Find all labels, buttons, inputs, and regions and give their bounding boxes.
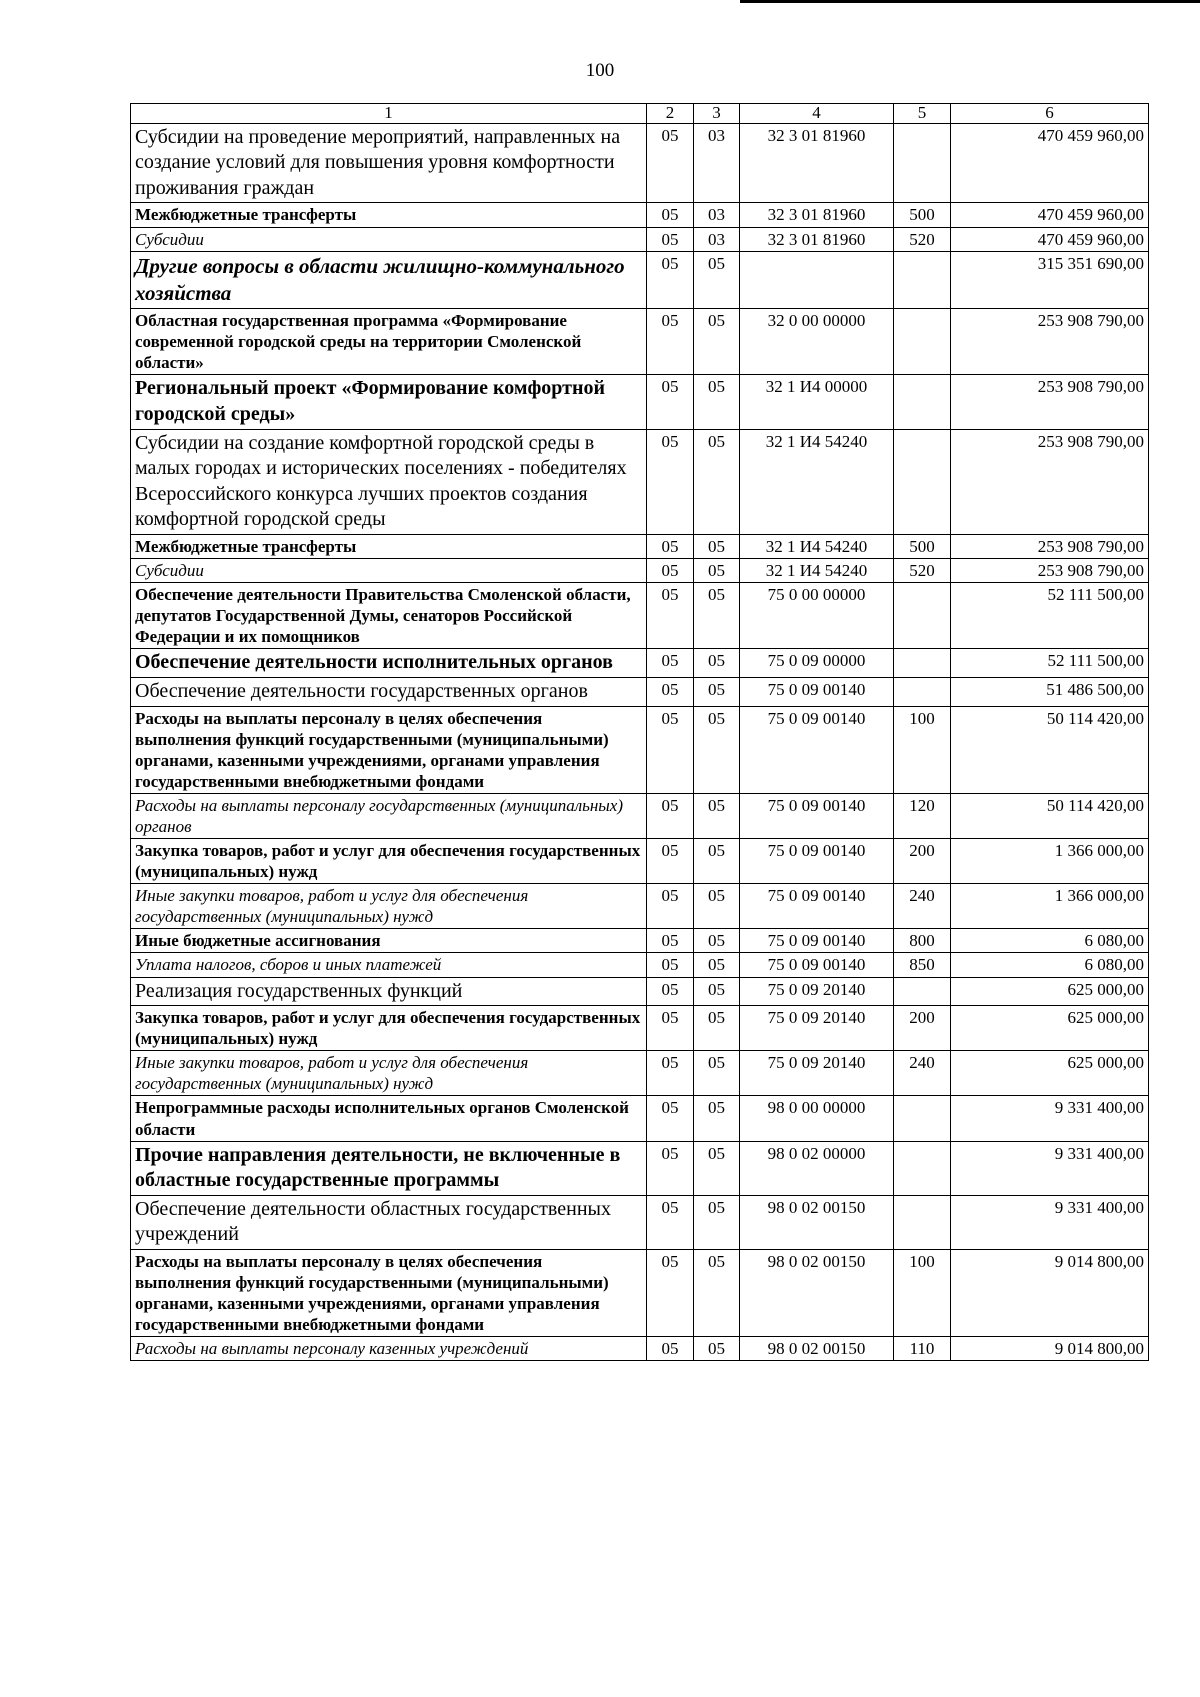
subsection-code: 05 <box>694 929 740 953</box>
table-header-row <box>131 104 1149 124</box>
subsection-code: 03 <box>694 123 740 203</box>
table-row <box>131 678 1149 707</box>
row-name: Расходы на выплаты персоналу казенных учреждений <box>131 1337 647 1361</box>
subsection-code: 05 <box>694 678 740 707</box>
expense-type-code <box>894 309 951 375</box>
section-code: 05 <box>647 123 694 203</box>
expense-type-code <box>894 375 951 429</box>
section-code: 05 <box>647 793 694 838</box>
table-row <box>131 977 1149 1006</box>
amount: 253 908 790,00 <box>951 559 1149 583</box>
amount: 253 908 790,00 <box>951 309 1149 375</box>
section-code: 05 <box>647 251 694 309</box>
section-code: 05 <box>647 309 694 375</box>
table-row <box>131 793 1149 838</box>
row-name: Межбюджетные трансферты <box>131 203 647 227</box>
row-name: Иные закупки товаров, работ и услуг для обеспечения государственных (муниципальных) нужд <box>131 884 647 929</box>
subsection-code: 03 <box>694 203 740 227</box>
expense-type-code: 110 <box>894 1337 951 1361</box>
subsection-code: 05 <box>694 1096 740 1141</box>
table-row <box>131 839 1149 884</box>
row-name: Обеспечение деятельности государственных органов <box>131 678 647 707</box>
target-article-code: 75 0 09 00140 <box>740 706 894 793</box>
target-article-code: 32 3 01 81960 <box>740 203 894 227</box>
section-code: 05 <box>647 203 694 227</box>
target-article-code: 98 0 02 00150 <box>740 1195 894 1249</box>
table-row <box>131 375 1149 429</box>
target-article-code: 75 0 09 20140 <box>740 1051 894 1096</box>
subsection-code: 05 <box>694 839 740 884</box>
section-code: 05 <box>647 977 694 1006</box>
subsection-code: 05 <box>694 535 740 559</box>
expense-type-code <box>894 678 951 707</box>
expense-type-code <box>894 251 951 309</box>
amount: 52 111 500,00 <box>951 583 1149 649</box>
expense-type-code <box>894 1195 951 1249</box>
section-code: 05 <box>647 535 694 559</box>
table-row <box>131 559 1149 583</box>
table-row <box>131 1096 1149 1141</box>
amount: 9 014 800,00 <box>951 1337 1149 1361</box>
target-article-code: 75 0 09 00000 <box>740 649 894 678</box>
expense-type-code: 850 <box>894 953 951 977</box>
subsection-code: 05 <box>694 977 740 1006</box>
row-name: Прочие направления деятельности, не включенные в областные государственные программы <box>131 1141 647 1195</box>
amount: 253 908 790,00 <box>951 375 1149 429</box>
target-article-code: 32 0 00 00000 <box>740 309 894 375</box>
row-name: Уплата налогов, сборов и иных платежей <box>131 953 647 977</box>
table-row <box>131 706 1149 793</box>
amount: 1 366 000,00 <box>951 839 1149 884</box>
amount: 9 331 400,00 <box>951 1096 1149 1141</box>
row-name: Межбюджетные трансферты <box>131 535 647 559</box>
target-article-code: 98 0 02 00150 <box>740 1337 894 1361</box>
target-article-code: 75 0 09 20140 <box>740 977 894 1006</box>
row-name: Расходы на выплаты персоналу в целях обеспечения выполнения функций государственными (муниципальными) органами, казенными учреждениями, органами управления государственными внебюджетными фондами <box>131 1249 647 1336</box>
expense-type-code <box>894 649 951 678</box>
section-code: 05 <box>647 559 694 583</box>
expense-type-code <box>894 123 951 203</box>
target-article-code: 32 1 И4 54240 <box>740 559 894 583</box>
table-body <box>131 123 1149 1361</box>
table-row <box>131 649 1149 678</box>
row-name: Иные закупки товаров, работ и услуг для обеспечения государственных (муниципальных) нужд <box>131 1051 647 1096</box>
section-code: 05 <box>647 649 694 678</box>
target-article-code <box>740 251 894 309</box>
amount: 6 080,00 <box>951 953 1149 977</box>
expense-type-code <box>894 583 951 649</box>
column-header: 3 <box>694 104 740 124</box>
table-row <box>131 309 1149 375</box>
top-border-line <box>740 0 1200 3</box>
expense-type-code <box>894 1141 951 1195</box>
section-code: 05 <box>647 839 694 884</box>
row-name: Закупка товаров, работ и услуг для обеспечения государственных (муниципальных) нужд <box>131 1006 647 1051</box>
table-row <box>131 535 1149 559</box>
table-row <box>131 251 1149 309</box>
table-row <box>131 1249 1149 1336</box>
amount: 625 000,00 <box>951 1051 1149 1096</box>
target-article-code: 32 1 И4 54240 <box>740 535 894 559</box>
amount: 6 080,00 <box>951 929 1149 953</box>
target-article-code: 32 1 И4 00000 <box>740 375 894 429</box>
amount: 253 908 790,00 <box>951 429 1149 534</box>
amount: 470 459 960,00 <box>951 123 1149 203</box>
subsection-code: 05 <box>694 309 740 375</box>
table-row <box>131 1337 1149 1361</box>
expense-type-code: 800 <box>894 929 951 953</box>
amount: 315 351 690,00 <box>951 251 1149 309</box>
expense-type-code: 240 <box>894 884 951 929</box>
target-article-code: 32 1 И4 54240 <box>740 429 894 534</box>
row-name: Обеспечение деятельности исполнительных органов <box>131 649 647 678</box>
expense-type-code: 500 <box>894 535 951 559</box>
row-name: Расходы на выплаты персоналу государственных (муниципальных) органов <box>131 793 647 838</box>
section-code: 05 <box>647 706 694 793</box>
column-header: 4 <box>740 104 894 124</box>
column-header: 5 <box>894 104 951 124</box>
amount: 9 014 800,00 <box>951 1249 1149 1336</box>
row-name: Субсидии на проведение мероприятий, направленных на создание условий для повышения уровня комфортности проживания граждан <box>131 123 647 203</box>
amount: 51 486 500,00 <box>951 678 1149 707</box>
subsection-code: 05 <box>694 706 740 793</box>
target-article-code: 75 0 09 00140 <box>740 884 894 929</box>
table-row <box>131 953 1149 977</box>
table-row <box>131 203 1149 227</box>
table-row <box>131 123 1149 203</box>
target-article-code: 75 0 00 00000 <box>740 583 894 649</box>
section-code: 05 <box>647 953 694 977</box>
target-article-code: 75 0 09 00140 <box>740 929 894 953</box>
target-article-code: 75 0 09 00140 <box>740 839 894 884</box>
expense-type-code <box>894 977 951 1006</box>
section-code: 05 <box>647 1195 694 1249</box>
section-code: 05 <box>647 884 694 929</box>
section-code: 05 <box>647 1006 694 1051</box>
section-code: 05 <box>647 929 694 953</box>
page-number: 100 <box>585 60 615 81</box>
row-name: Субсидии на создание комфортной городской среды в малых городах и исторических поселениях - победителях Всероссийского конкурса лучших проектов создания комфортной городской среды <box>131 429 647 534</box>
subsection-code: 05 <box>694 1337 740 1361</box>
target-article-code: 75 0 09 00140 <box>740 678 894 707</box>
expense-type-code: 200 <box>894 839 951 884</box>
expense-type-code <box>894 429 951 534</box>
subsection-code: 05 <box>694 1249 740 1336</box>
amount: 9 331 400,00 <box>951 1195 1149 1249</box>
amount: 625 000,00 <box>951 977 1149 1006</box>
subsection-code: 05 <box>694 559 740 583</box>
section-code: 05 <box>647 1051 694 1096</box>
subsection-code: 05 <box>694 649 740 678</box>
table-row <box>131 1195 1149 1249</box>
subsection-code: 05 <box>694 1195 740 1249</box>
row-name: Расходы на выплаты персоналу в целях обеспечения выполнения функций государственными (муниципальными) органами, казенными учреждениями, органами управления государственными внебюджетными фондами <box>131 706 647 793</box>
expense-type-code: 520 <box>894 227 951 251</box>
subsection-code: 05 <box>694 793 740 838</box>
expense-type-code: 240 <box>894 1051 951 1096</box>
expense-type-code: 500 <box>894 203 951 227</box>
target-article-code: 98 0 00 00000 <box>740 1096 894 1141</box>
section-code: 05 <box>647 583 694 649</box>
table-row <box>131 929 1149 953</box>
expense-type-code: 120 <box>894 793 951 838</box>
amount: 9 331 400,00 <box>951 1141 1149 1195</box>
row-name: Обеспечение деятельности областных государственных учреждений <box>131 1195 647 1249</box>
row-name: Субсидии <box>131 559 647 583</box>
expense-type-code: 200 <box>894 1006 951 1051</box>
column-header: 1 <box>131 104 647 124</box>
amount: 253 908 790,00 <box>951 535 1149 559</box>
column-header: 2 <box>647 104 694 124</box>
table-row <box>131 1051 1149 1096</box>
target-article-code: 75 0 09 00140 <box>740 793 894 838</box>
amount: 50 114 420,00 <box>951 793 1149 838</box>
subsection-code: 05 <box>694 375 740 429</box>
table-row <box>131 429 1149 534</box>
amount: 1 366 000,00 <box>951 884 1149 929</box>
subsection-code: 03 <box>694 227 740 251</box>
budget-table <box>130 103 1149 1361</box>
subsection-code: 05 <box>694 1051 740 1096</box>
expense-type-code: 520 <box>894 559 951 583</box>
row-name: Иные бюджетные ассигнования <box>131 929 647 953</box>
target-article-code: 75 0 09 20140 <box>740 1006 894 1051</box>
row-name: Закупка товаров, работ и услуг для обеспечения государственных (муниципальных) нужд <box>131 839 647 884</box>
target-article-code: 32 3 01 81960 <box>740 123 894 203</box>
amount: 470 459 960,00 <box>951 203 1149 227</box>
subsection-code: 05 <box>694 884 740 929</box>
target-article-code: 32 3 01 81960 <box>740 227 894 251</box>
row-name: Областная государственная программа «Формирование современной городской среды на территории Смоленской области» <box>131 309 647 375</box>
target-article-code: 75 0 09 00140 <box>740 953 894 977</box>
subsection-code: 05 <box>694 583 740 649</box>
section-code: 05 <box>647 375 694 429</box>
expense-type-code: 100 <box>894 1249 951 1336</box>
table-row <box>131 227 1149 251</box>
table-row <box>131 1141 1149 1195</box>
amount: 625 000,00 <box>951 1006 1149 1051</box>
section-code: 05 <box>647 1141 694 1195</box>
expense-type-code: 100 <box>894 706 951 793</box>
row-name: Другие вопросы в области жилищно-коммунального хозяйства <box>131 251 647 309</box>
subsection-code: 05 <box>694 251 740 309</box>
row-name: Обеспечение деятельности Правительства Смоленской области, депутатов Государственной Думы, сенаторов Российской Федерации и их помощников <box>131 583 647 649</box>
section-code: 05 <box>647 1096 694 1141</box>
table-row <box>131 583 1149 649</box>
subsection-code: 05 <box>694 1141 740 1195</box>
section-code: 05 <box>647 678 694 707</box>
target-article-code: 98 0 02 00150 <box>740 1249 894 1336</box>
row-name: Непрограммные расходы исполнительных органов Смоленской области <box>131 1096 647 1141</box>
amount: 470 459 960,00 <box>951 227 1149 251</box>
table-row <box>131 1006 1149 1051</box>
column-header: 6 <box>951 104 1149 124</box>
row-name: Субсидии <box>131 227 647 251</box>
section-code: 05 <box>647 227 694 251</box>
subsection-code: 05 <box>694 1006 740 1051</box>
table-row <box>131 884 1149 929</box>
section-code: 05 <box>647 1249 694 1336</box>
subsection-code: 05 <box>694 429 740 534</box>
row-name: Региональный проект «Формирование комфортной городской среды» <box>131 375 647 429</box>
section-code: 05 <box>647 1337 694 1361</box>
section-code: 05 <box>647 429 694 534</box>
row-name: Реализация государственных функций <box>131 977 647 1006</box>
expense-type-code <box>894 1096 951 1141</box>
amount: 50 114 420,00 <box>951 706 1149 793</box>
subsection-code: 05 <box>694 953 740 977</box>
target-article-code: 98 0 02 00000 <box>740 1141 894 1195</box>
amount: 52 111 500,00 <box>951 649 1149 678</box>
